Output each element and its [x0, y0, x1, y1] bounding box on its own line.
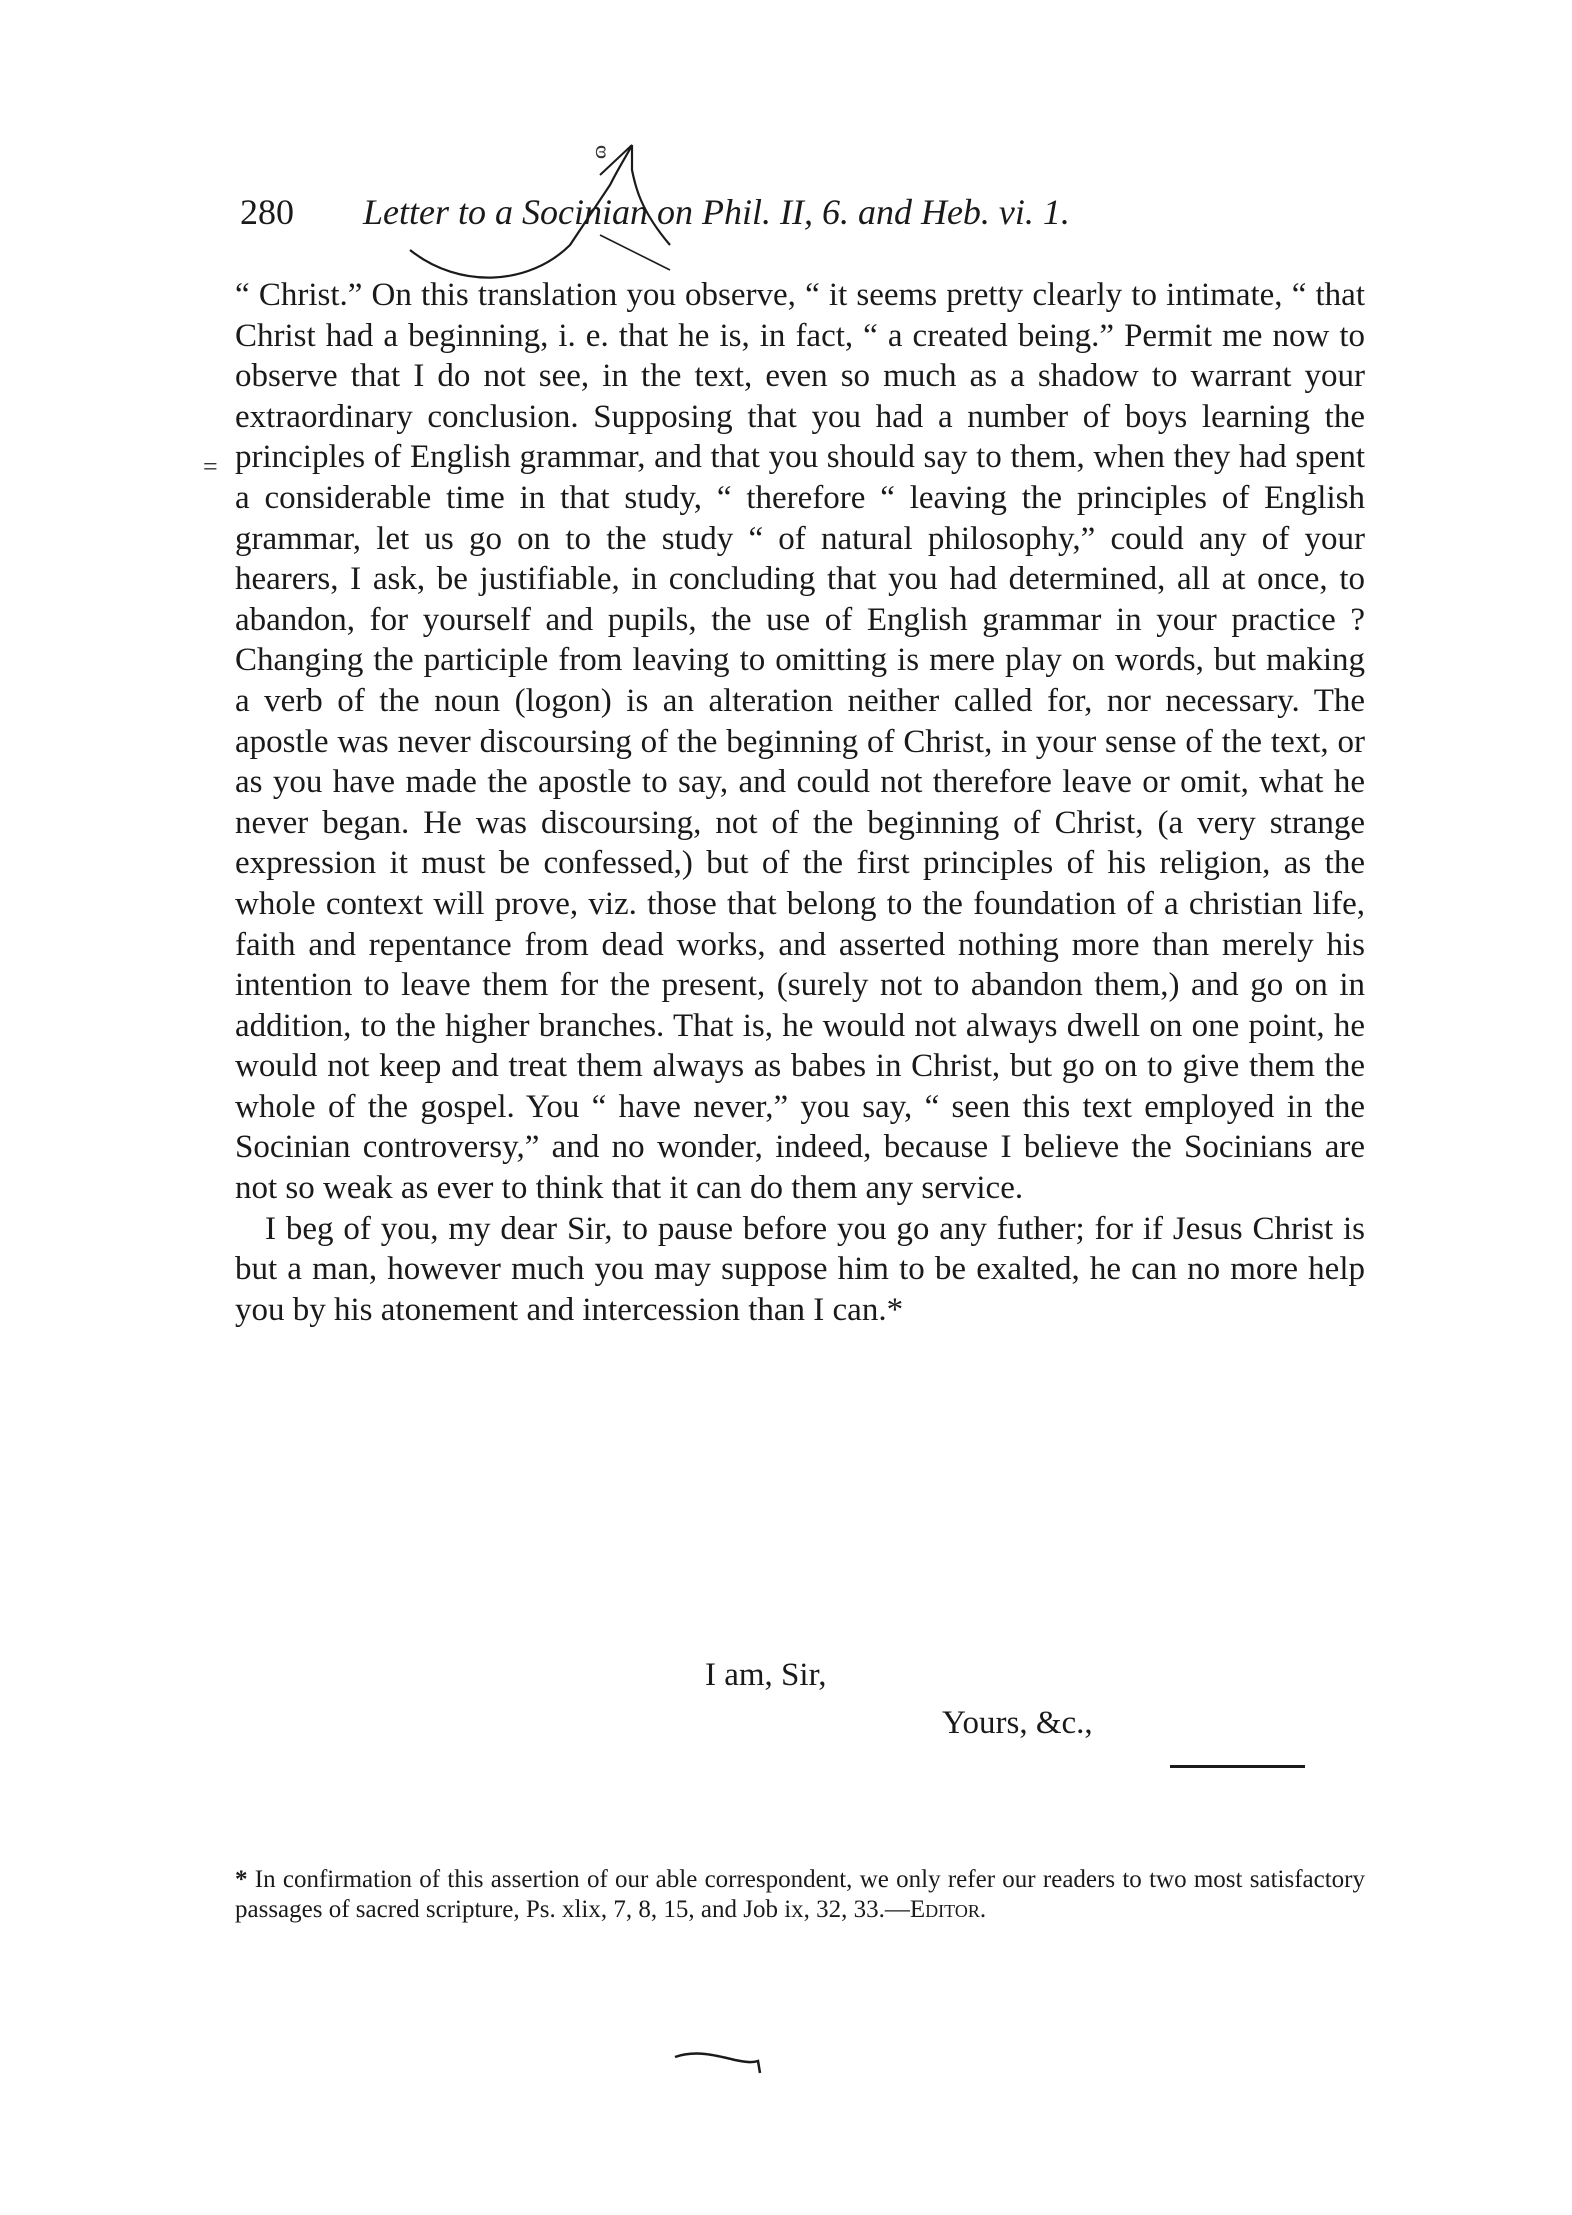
footnote [235, 1865, 1365, 1925]
paragraph-2: I beg of you, my dear Sir, to pause before you go any futher; for if Jesus Christ is but a man, however much you may suppose him to be exalted, he can no more help you by his atonement and intercession than I can.* [235, 1210, 1365, 1328]
running-head [240, 190, 1370, 234]
footnote-marker: * [235, 1866, 248, 1893]
page-speck: ɞ [595, 135, 607, 164]
closing-salutation: I am, Sir, [705, 1657, 827, 1693]
footnote-signature: Editor. [909, 1896, 987, 1923]
letter-body [235, 275, 1365, 1330]
signature-rule [1170, 1765, 1305, 1768]
footnote-text: In confirmation of this assertion of our able correspondent, we only refer our readers to two most satisfactory passages of sacred scripture, Ps. xlix, 7, 8, 15, and Job ix, 32, 33.— [235, 1866, 1365, 1923]
page-number: 280 [240, 192, 294, 232]
margin-mark: = [203, 452, 218, 481]
paragraph-1: “ Christ.” On this translation you observe, “ it seems pretty clearly to intimate, “ that Christ had a beginning, i. e. that he is, in fact, “ a created being.” Permit me now to observe that I do not see, in the text, even so much as a shadow to warrant your extraordinary conclusion. Supposing that you had a number of boys learning the principles of English grammar, and that you should say to them, when they had spent a considerable time in that study, “ therefore “ leaving the principles of English grammar, let us go on to the study “ of natural philosophy,” could any of your hearers, I ask, be justifiable, in concluding that you had determined, all at once, to abandon, for yourself and pupils, the use of English grammar in your practice ? Changing the participle from leaving to omitting is mere play on words, but making a verb of the noun (logon) is an alteration neither called for, nor necessary. The apostle was never discoursing of the beginning of Christ, in your sense of the text, or as you have made the apostle to say, and could not therefore leave or omit, what he never began. He was discoursing, not of the beginning of Christ, (a very strange expression it must be confessed,) but of the first principles of his religion, as the whole context will prove, viz. those that belong to the foundation of a christian life, faith and repentance from dead works, and asserted nothing more than merely his intention to leave them for the present, (surely not to abandon them,) and go on in addition, to the higher branches. That is, he would not always dwell on one point, he would not keep and treat them always as babes in Christ, but go on to give them the whole of the gospel. You “ have never,” you say, “ seen this text employed in the Socinian controversy,” and no wonder, indeed, because I believe the Socinians are not so weak as ever to think that it can do them any service. [235, 277, 1365, 1207]
running-title: Letter to a Socinian on Phil. II, 6. and Heb. vi. 1. [363, 192, 1070, 232]
closing-valediction: Yours, &c., [942, 1705, 1093, 1741]
ink-mark-bottom [670, 2045, 770, 2075]
